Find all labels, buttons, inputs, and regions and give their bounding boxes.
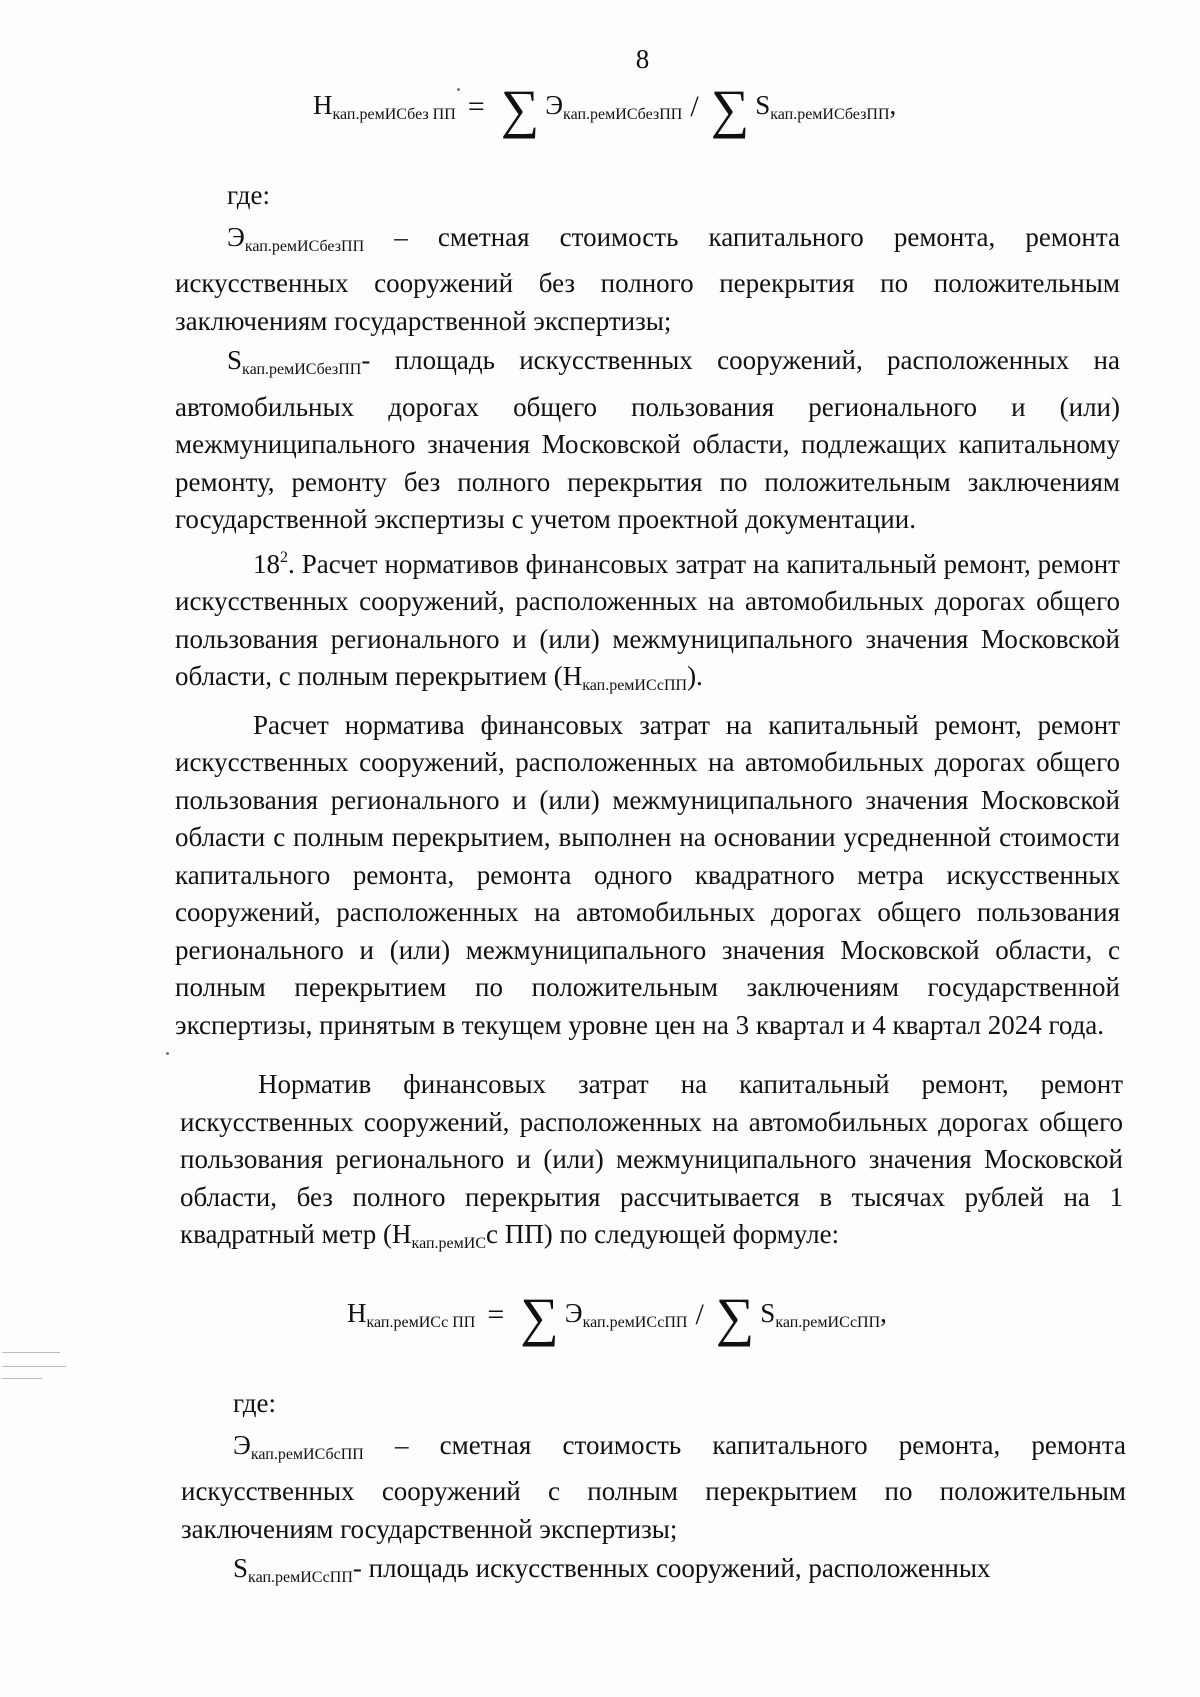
definition-cost-with-overlap: $Э_{кап.ремИСбсПП}$ – сметная стоимость капитального ремонта, ремонта искусственных сооружений с полным перекрытием по положительным заключениям государственной экспертизы; [181,1429,1126,1544]
paragraph-norm-definition: Норматив финансовых затрат на капитальный ремонт, ремонт искусственных сооружений, расположенных на автомобильных дорогах общего пользования регионального и (или) межмуниципального значения Московской области, без полного перекрытия рассчитывается в тысячах рублей на 1 квадратный метр ($Н_{кап.ремИС}с$ ПП) по следующей формуле: [180,1069,1123,1252]
scan-artifact-dot [166,1052,169,1055]
division-sign: / [690,90,699,123]
formula-term-area: $S_{кап.ремИСбезПП}$, [755,90,897,123]
sum-symbol: ∑ [500,79,540,139]
formula-term-cost: $Э_{кап.ремИСбезПП}$ [545,90,683,123]
equals-sign: = [487,1298,505,1331]
formula-term-cost: $Э_{кап.ремИСсПП}$ [564,1298,688,1331]
formula-lhs: $Н_{кап.ремИСбез ПП}$ [313,90,456,123]
division-sign: / [695,1298,704,1331]
scan-artifact-line [2,1378,42,1379]
formula-norm-without-overlap [313,79,897,139]
formula-lhs: $Н_{кап.ремИСс ПП}$ [347,1298,476,1331]
text-block-definitions-2 [181,1385,1126,1597]
where-label: где: [233,1388,276,1418]
text-block-norm-description [180,1066,1123,1263]
definition-area-without-overlap: $S_{кап.ремИСбезПП}-$ площадь искусственных сооружений, расположенных на автомобильных дорогах общего пользования регионального и (или) межмуниципального значения Московской области, подлежащих капитальному ремонту, ремонту без полного перекрытия по положительным заключениям государственной экспертизы с учетом проектной документации. [175,345,1120,534]
section-heading-18-2: $18^2$. Расчет нормативов финансовых затрат на капитальный ремонт, ремонт искусственных сооружений, расположенных на автомобильных дорогах общего пользования регионального и (или) межмуниципального значения Московской области, с полным перекрытием $(Н_{кап.ремИСсПП})$. [175,548,1120,694]
sum-symbol: ∑ [520,1287,559,1347]
definition-cost-without-overlap: $Э_{кап.ремИСбезПП}$ – сметная стоимость капитального ремонта, ремонта искусственных сооружений без полного перекрытия по положительным заключениям государственной экспертизы; [175,221,1120,336]
scan-artifact-line [2,1352,60,1353]
sum-symbol: ∑ [715,1287,755,1347]
where-label: где: [227,180,270,210]
scan-artifact-line [2,1366,66,1367]
paragraph-calculation-basis: Расчет норматива финансовых затрат на капитальный ремонт, ремонт искусственных сооружений, расположенных на автомобильных дорогах общего пользования регионального и (или) межмуниципального значения Московской области с полным перекрытием, выполнен на основании усредненной стоимости капитального ремонта, ремонта одного квадратного метра искусственных сооружений, расположенных на автомобильных дорогах общего пользования регионального и (или) межмуниципального значения Московской области, с полным перекрытием по положительным заключениям государственной экспертизы, принятым в текущем уровне цен на 3 квартал и 4 квартал 2024 года. [175,709,1120,1040]
scan-artifact-dot [457,88,460,91]
sum-symbol: ∑ [710,79,750,139]
text-block-definitions-1 [175,177,1120,1044]
formula-term-area: $S_{кап.ремИСсПП}$, [760,1298,887,1331]
page-number: 8 [635,44,650,74]
formula-norm-with-overlap [347,1287,887,1347]
equals-sign: = [467,90,485,123]
definition-area-with-overlap: $S_{кап.ремИСсПП}-$ площадь искусственных сооружений, расположенных [233,1553,991,1586]
